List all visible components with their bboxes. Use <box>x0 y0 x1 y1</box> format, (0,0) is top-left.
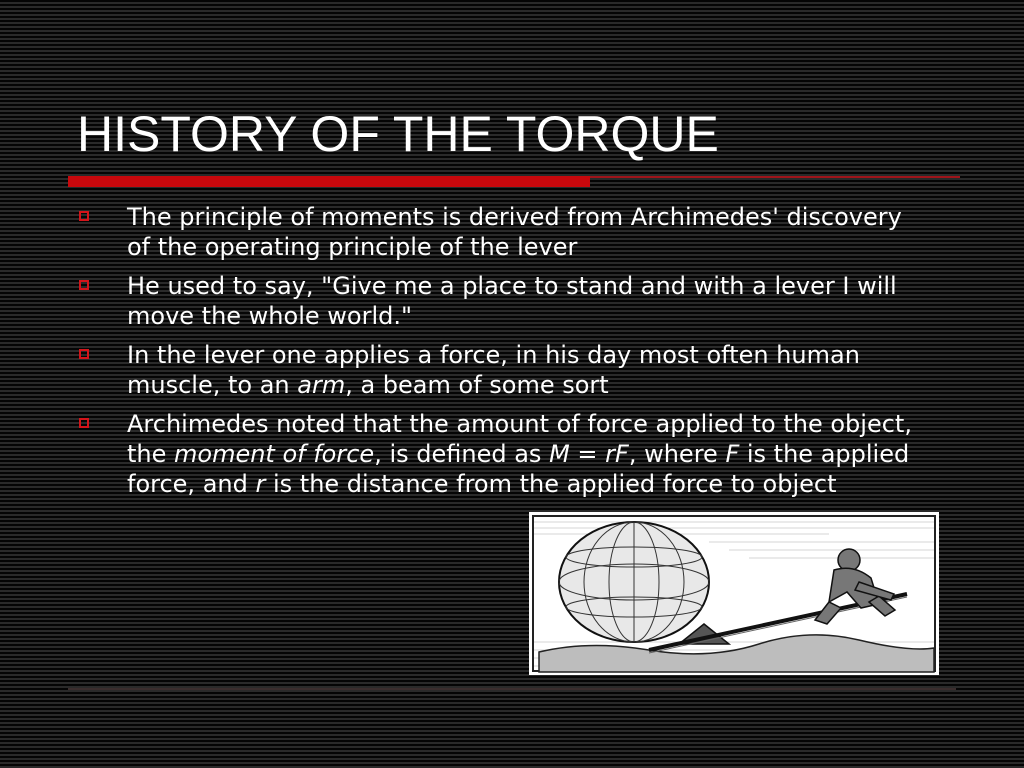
bullet-text-run: is the distance from the applied force to object <box>265 470 837 498</box>
bullet-item <box>76 340 932 400</box>
bullet-text-run: = <box>569 440 606 468</box>
bullet-list <box>76 202 932 508</box>
bullet-text <box>127 409 927 499</box>
bullet-text-italic: moment of force <box>174 440 375 468</box>
bullet-text-run: is the applied force, and <box>127 440 910 498</box>
bullet-text-italic: M <box>549 440 570 468</box>
bullet-text-run: In the lever one applies a force, in his day most often human muscle, to an <box>127 341 860 399</box>
archimedes-lever-engraving <box>529 512 939 675</box>
globe-sketch <box>559 522 709 642</box>
footer-divider <box>68 688 956 690</box>
square-bullet-icon <box>79 280 89 290</box>
square-bullet-icon <box>79 418 89 428</box>
bullet-text-italic: r <box>255 470 266 498</box>
bullet-text-italic: arm <box>297 371 346 399</box>
square-bullet-icon <box>79 211 89 221</box>
bullet-text <box>127 340 927 400</box>
bullet-text-run: Archimedes noted that the amount of force applied to the object, the <box>127 410 912 468</box>
title-underline-accent <box>68 176 590 187</box>
slide-title: HISTORY OF THE TORQUE <box>77 106 719 162</box>
bullet-text-run: He used to say, "Give me a place to stand and with a lever I will move the whole world." <box>127 272 897 330</box>
engraving-drawing <box>529 512 939 675</box>
bullet-item <box>76 202 932 262</box>
bullet-text-italic: F <box>725 440 740 468</box>
bullet-text-run: , is defined as <box>374 440 550 468</box>
bullet-text-run: , where <box>628 440 726 468</box>
bullet-text-run: , a beam of some sort <box>345 371 609 399</box>
bullet-item <box>76 409 932 499</box>
square-bullet-icon <box>79 349 89 359</box>
bullet-text-italic: rF <box>605 440 629 468</box>
bullet-item <box>76 271 932 331</box>
bullet-text-run: The principle of moments is derived from Archimedes' discovery of the operating principle of the lever <box>127 203 902 261</box>
title-underline-thin <box>590 176 960 178</box>
bullet-text <box>127 202 927 262</box>
bullet-text <box>127 271 927 331</box>
